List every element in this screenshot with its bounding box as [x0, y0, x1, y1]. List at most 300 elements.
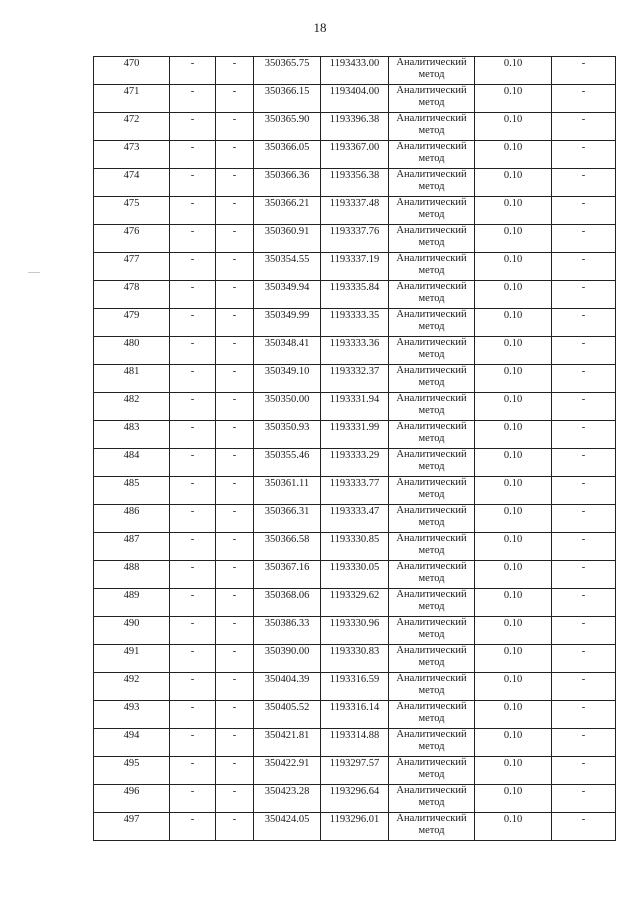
accuracy-cell: 0.10	[475, 505, 552, 533]
method-cell	[389, 701, 475, 729]
accuracy-cell: 0.10	[475, 113, 552, 141]
point-number-cell: 470	[94, 57, 170, 85]
accuracy-cell: 0.10	[475, 253, 552, 281]
y-coordinate-cell: 1193331.94	[321, 393, 389, 421]
x-coordinate-cell: 350424.05	[254, 813, 321, 841]
description-cell: -	[552, 309, 616, 337]
description-cell: -	[552, 533, 616, 561]
y-coordinate-cell: 1193335.84	[321, 281, 389, 309]
y-coordinate-cell: 1193333.36	[321, 337, 389, 365]
empty-x-cell: -	[170, 617, 216, 645]
table-row	[94, 197, 616, 225]
empty-x-cell: -	[170, 253, 216, 281]
accuracy-cell: 0.10	[475, 393, 552, 421]
empty-y-cell: -	[216, 309, 254, 337]
accuracy-cell: 0.10	[475, 701, 552, 729]
x-coordinate-cell: 350350.93	[254, 421, 321, 449]
x-coordinate-cell: 350366.21	[254, 197, 321, 225]
point-number-cell: 473	[94, 141, 170, 169]
point-number-cell: 494	[94, 729, 170, 757]
method-cell	[389, 169, 475, 197]
table-row	[94, 561, 616, 589]
x-coordinate-cell: 350367.16	[254, 561, 321, 589]
method-line-2: метод	[418, 376, 445, 388]
method-cell	[389, 813, 475, 841]
method-line-1: Аналитический	[396, 645, 467, 656]
x-coordinate-cell: 350354.55	[254, 253, 321, 281]
x-coordinate-cell: 350366.36	[254, 169, 321, 197]
y-coordinate-cell: 1193337.19	[321, 253, 389, 281]
method-line-2: метод	[418, 292, 445, 304]
table-row	[94, 813, 616, 841]
accuracy-cell: 0.10	[475, 421, 552, 449]
table-row	[94, 141, 616, 169]
x-coordinate-cell: 350365.75	[254, 57, 321, 85]
description-cell: -	[552, 813, 616, 841]
description-cell: -	[552, 253, 616, 281]
method-line-1: Аналитический	[396, 365, 467, 376]
description-cell: -	[552, 281, 616, 309]
x-coordinate-cell: 350368.06	[254, 589, 321, 617]
empty-x-cell: -	[170, 589, 216, 617]
method-line-2: метод	[418, 404, 445, 416]
y-coordinate-cell: 1193367.00	[321, 141, 389, 169]
empty-x-cell: -	[170, 57, 216, 85]
point-number-cell: 476	[94, 225, 170, 253]
y-coordinate-cell: 1193316.59	[321, 673, 389, 701]
x-coordinate-cell: 350365.90	[254, 113, 321, 141]
empty-y-cell: -	[216, 561, 254, 589]
empty-y-cell: -	[216, 141, 254, 169]
method-line-1: Аналитический	[396, 85, 467, 96]
y-coordinate-cell: 1193356.38	[321, 169, 389, 197]
y-coordinate-cell: 1193329.62	[321, 589, 389, 617]
y-coordinate-cell: 1193333.77	[321, 477, 389, 505]
table-row	[94, 113, 616, 141]
accuracy-cell: 0.10	[475, 197, 552, 225]
method-line-2: метод	[418, 124, 445, 136]
empty-y-cell: -	[216, 673, 254, 701]
table-row	[94, 57, 616, 85]
point-number-cell: 492	[94, 673, 170, 701]
point-number-cell: 474	[94, 169, 170, 197]
empty-x-cell: -	[170, 421, 216, 449]
x-coordinate-cell: 350348.41	[254, 337, 321, 365]
empty-y-cell: -	[216, 393, 254, 421]
table-row	[94, 477, 616, 505]
empty-y-cell: -	[216, 729, 254, 757]
accuracy-cell: 0.10	[475, 645, 552, 673]
accuracy-cell: 0.10	[475, 533, 552, 561]
table-row	[94, 729, 616, 757]
description-cell: -	[552, 617, 616, 645]
method-line-2: метод	[418, 432, 445, 444]
description-cell: -	[552, 337, 616, 365]
empty-y-cell: -	[216, 645, 254, 673]
table-body	[94, 57, 616, 841]
x-coordinate-cell: 350349.94	[254, 281, 321, 309]
y-coordinate-cell: 1193337.76	[321, 225, 389, 253]
method-line-2: метод	[418, 96, 445, 108]
method-line-1: Аналитический	[396, 57, 467, 68]
table-row	[94, 589, 616, 617]
point-number-cell: 472	[94, 113, 170, 141]
description-cell: -	[552, 589, 616, 617]
description-cell: -	[552, 729, 616, 757]
point-number-cell: 485	[94, 477, 170, 505]
y-coordinate-cell: 1193433.00	[321, 57, 389, 85]
description-cell: -	[552, 113, 616, 141]
method-cell	[389, 421, 475, 449]
empty-y-cell: -	[216, 85, 254, 113]
method-line-2: метод	[418, 488, 445, 500]
accuracy-cell: 0.10	[475, 57, 552, 85]
method-cell	[389, 561, 475, 589]
accuracy-cell: 0.10	[475, 365, 552, 393]
accuracy-cell: 0.10	[475, 281, 552, 309]
empty-x-cell: -	[170, 85, 216, 113]
x-coordinate-cell: 350366.15	[254, 85, 321, 113]
method-line-1: Аналитический	[396, 197, 467, 208]
method-line-2: метод	[418, 516, 445, 528]
table-row	[94, 421, 616, 449]
y-coordinate-cell: 1193404.00	[321, 85, 389, 113]
method-line-1: Аналитический	[396, 673, 467, 684]
accuracy-cell: 0.10	[475, 449, 552, 477]
empty-x-cell: -	[170, 757, 216, 785]
scan-artifact	[28, 272, 40, 273]
method-line-2: метод	[418, 684, 445, 696]
method-line-1: Аналитический	[396, 813, 467, 824]
description-cell: -	[552, 561, 616, 589]
method-line-1: Аналитический	[396, 309, 467, 320]
x-coordinate-cell: 350423.28	[254, 785, 321, 813]
method-cell	[389, 673, 475, 701]
table-row	[94, 785, 616, 813]
description-cell: -	[552, 141, 616, 169]
empty-x-cell: -	[170, 477, 216, 505]
accuracy-cell: 0.10	[475, 673, 552, 701]
method-cell	[389, 281, 475, 309]
accuracy-cell: 0.10	[475, 813, 552, 841]
table-row	[94, 253, 616, 281]
coordinates-table	[93, 56, 616, 841]
method-line-1: Аналитический	[396, 729, 467, 740]
y-coordinate-cell: 1193296.64	[321, 785, 389, 813]
y-coordinate-cell: 1193331.99	[321, 421, 389, 449]
x-coordinate-cell: 350390.00	[254, 645, 321, 673]
y-coordinate-cell: 1193333.29	[321, 449, 389, 477]
y-coordinate-cell: 1193296.01	[321, 813, 389, 841]
empty-x-cell: -	[170, 393, 216, 421]
description-cell: -	[552, 757, 616, 785]
point-number-cell: 478	[94, 281, 170, 309]
empty-y-cell: -	[216, 589, 254, 617]
x-coordinate-cell: 350355.46	[254, 449, 321, 477]
method-cell	[389, 645, 475, 673]
x-coordinate-cell: 350361.11	[254, 477, 321, 505]
accuracy-cell: 0.10	[475, 729, 552, 757]
method-cell	[389, 57, 475, 85]
empty-x-cell: -	[170, 729, 216, 757]
method-cell	[389, 113, 475, 141]
empty-x-cell: -	[170, 785, 216, 813]
method-line-1: Аналитический	[396, 561, 467, 572]
method-line-2: метод	[418, 712, 445, 724]
point-number-cell: 497	[94, 813, 170, 841]
method-line-1: Аналитический	[396, 477, 467, 488]
empty-y-cell: -	[216, 281, 254, 309]
method-line-1: Аналитический	[396, 281, 467, 292]
method-cell	[389, 757, 475, 785]
method-line-2: метод	[418, 68, 445, 80]
empty-x-cell: -	[170, 281, 216, 309]
empty-y-cell: -	[216, 421, 254, 449]
y-coordinate-cell: 1193314.88	[321, 729, 389, 757]
empty-x-cell: -	[170, 309, 216, 337]
empty-y-cell: -	[216, 533, 254, 561]
method-line-2: метод	[418, 208, 445, 220]
method-line-2: метод	[418, 628, 445, 640]
table-row	[94, 505, 616, 533]
x-coordinate-cell: 350366.05	[254, 141, 321, 169]
method-line-2: метод	[418, 656, 445, 668]
empty-y-cell: -	[216, 337, 254, 365]
method-line-1: Аналитический	[396, 785, 467, 796]
point-number-cell: 482	[94, 393, 170, 421]
method-line-1: Аналитический	[396, 113, 467, 124]
y-coordinate-cell: 1193333.35	[321, 309, 389, 337]
empty-x-cell: -	[170, 337, 216, 365]
method-cell	[389, 197, 475, 225]
x-coordinate-cell: 350404.39	[254, 673, 321, 701]
table-row	[94, 225, 616, 253]
empty-y-cell: -	[216, 113, 254, 141]
method-cell	[389, 141, 475, 169]
method-line-1: Аналитический	[396, 393, 467, 404]
point-number-cell: 484	[94, 449, 170, 477]
y-coordinate-cell: 1193337.48	[321, 197, 389, 225]
accuracy-cell: 0.10	[475, 757, 552, 785]
method-line-1: Аналитический	[396, 757, 467, 768]
method-line-2: метод	[418, 152, 445, 164]
accuracy-cell: 0.10	[475, 561, 552, 589]
empty-y-cell: -	[216, 785, 254, 813]
empty-y-cell: -	[216, 169, 254, 197]
description-cell: -	[552, 505, 616, 533]
method-line-1: Аналитический	[396, 421, 467, 432]
empty-x-cell: -	[170, 813, 216, 841]
empty-y-cell: -	[216, 253, 254, 281]
method-line-1: Аналитический	[396, 701, 467, 712]
table-row	[94, 449, 616, 477]
empty-x-cell: -	[170, 673, 216, 701]
point-number-cell: 491	[94, 645, 170, 673]
description-cell: -	[552, 449, 616, 477]
accuracy-cell: 0.10	[475, 141, 552, 169]
empty-y-cell: -	[216, 477, 254, 505]
table-row	[94, 393, 616, 421]
method-line-2: метод	[418, 236, 445, 248]
empty-y-cell: -	[216, 449, 254, 477]
x-coordinate-cell: 350366.31	[254, 505, 321, 533]
description-cell: -	[552, 673, 616, 701]
empty-y-cell: -	[216, 617, 254, 645]
description-cell: -	[552, 785, 616, 813]
empty-y-cell: -	[216, 757, 254, 785]
accuracy-cell: 0.10	[475, 617, 552, 645]
y-coordinate-cell: 1193330.85	[321, 533, 389, 561]
point-number-cell: 481	[94, 365, 170, 393]
accuracy-cell: 0.10	[475, 337, 552, 365]
table-row	[94, 309, 616, 337]
table-row	[94, 169, 616, 197]
y-coordinate-cell: 1193333.47	[321, 505, 389, 533]
point-number-cell: 496	[94, 785, 170, 813]
empty-x-cell: -	[170, 533, 216, 561]
table-row	[94, 617, 616, 645]
x-coordinate-cell: 350349.99	[254, 309, 321, 337]
method-cell	[389, 505, 475, 533]
empty-x-cell: -	[170, 197, 216, 225]
method-line-1: Аналитический	[396, 505, 467, 516]
point-number-cell: 493	[94, 701, 170, 729]
point-number-cell: 479	[94, 309, 170, 337]
y-coordinate-cell: 1193332.37	[321, 365, 389, 393]
point-number-cell: 477	[94, 253, 170, 281]
y-coordinate-cell: 1193330.96	[321, 617, 389, 645]
description-cell: -	[552, 365, 616, 393]
description-cell: -	[552, 477, 616, 505]
empty-y-cell: -	[216, 365, 254, 393]
empty-x-cell: -	[170, 645, 216, 673]
method-cell	[389, 393, 475, 421]
method-line-2: метод	[418, 348, 445, 360]
accuracy-cell: 0.10	[475, 169, 552, 197]
method-cell	[389, 365, 475, 393]
method-cell	[389, 337, 475, 365]
method-line-2: метод	[418, 460, 445, 472]
table-row	[94, 645, 616, 673]
table-row	[94, 533, 616, 561]
method-line-2: метод	[418, 320, 445, 332]
method-line-2: метод	[418, 264, 445, 276]
description-cell: -	[552, 421, 616, 449]
y-coordinate-cell: 1193316.14	[321, 701, 389, 729]
empty-x-cell: -	[170, 701, 216, 729]
empty-x-cell: -	[170, 505, 216, 533]
description-cell: -	[552, 225, 616, 253]
empty-x-cell: -	[170, 561, 216, 589]
point-number-cell: 487	[94, 533, 170, 561]
x-coordinate-cell: 350421.81	[254, 729, 321, 757]
method-cell	[389, 253, 475, 281]
table-row	[94, 337, 616, 365]
method-line-2: метод	[418, 600, 445, 612]
point-number-cell: 488	[94, 561, 170, 589]
empty-x-cell: -	[170, 113, 216, 141]
method-cell	[389, 309, 475, 337]
description-cell: -	[552, 57, 616, 85]
description-cell: -	[552, 169, 616, 197]
method-cell	[389, 617, 475, 645]
empty-y-cell: -	[216, 57, 254, 85]
empty-y-cell: -	[216, 225, 254, 253]
accuracy-cell: 0.10	[475, 589, 552, 617]
table-row	[94, 673, 616, 701]
x-coordinate-cell: 350366.58	[254, 533, 321, 561]
method-cell	[389, 85, 475, 113]
point-number-cell: 471	[94, 85, 170, 113]
method-line-2: метод	[418, 572, 445, 584]
method-line-1: Аналитический	[396, 253, 467, 264]
method-cell	[389, 589, 475, 617]
empty-x-cell: -	[170, 141, 216, 169]
method-line-2: метод	[418, 796, 445, 808]
accuracy-cell: 0.10	[475, 225, 552, 253]
y-coordinate-cell: 1193297.57	[321, 757, 389, 785]
method-line-1: Аналитический	[396, 533, 467, 544]
empty-y-cell: -	[216, 505, 254, 533]
point-number-cell: 480	[94, 337, 170, 365]
accuracy-cell: 0.10	[475, 85, 552, 113]
method-line-1: Аналитический	[396, 225, 467, 236]
point-number-cell: 475	[94, 197, 170, 225]
x-coordinate-cell: 350405.52	[254, 701, 321, 729]
method-cell	[389, 477, 475, 505]
method-line-2: метод	[418, 544, 445, 556]
empty-y-cell: -	[216, 813, 254, 841]
empty-x-cell: -	[170, 365, 216, 393]
method-line-1: Аналитический	[396, 169, 467, 180]
table-row	[94, 701, 616, 729]
empty-x-cell: -	[170, 449, 216, 477]
method-line-2: метод	[418, 740, 445, 752]
method-line-1: Аналитический	[396, 449, 467, 460]
method-cell	[389, 449, 475, 477]
description-cell: -	[552, 645, 616, 673]
table-row	[94, 757, 616, 785]
table-row	[94, 85, 616, 113]
x-coordinate-cell: 350422.91	[254, 757, 321, 785]
table-row	[94, 281, 616, 309]
description-cell: -	[552, 197, 616, 225]
method-line-1: Аналитический	[396, 337, 467, 348]
point-number-cell: 486	[94, 505, 170, 533]
method-cell	[389, 785, 475, 813]
point-number-cell: 483	[94, 421, 170, 449]
point-number-cell: 490	[94, 617, 170, 645]
y-coordinate-cell: 1193330.83	[321, 645, 389, 673]
x-coordinate-cell: 350349.10	[254, 365, 321, 393]
method-cell	[389, 729, 475, 757]
description-cell: -	[552, 701, 616, 729]
accuracy-cell: 0.10	[475, 785, 552, 813]
table-row	[94, 365, 616, 393]
point-number-cell: 489	[94, 589, 170, 617]
description-cell: -	[552, 85, 616, 113]
method-line-2: метод	[418, 824, 445, 836]
method-line-1: Аналитический	[396, 589, 467, 600]
method-line-1: Аналитический	[396, 617, 467, 628]
page-number: 18	[313, 20, 327, 35]
y-coordinate-cell: 1193330.05	[321, 561, 389, 589]
empty-x-cell: -	[170, 169, 216, 197]
method-line-2: метод	[418, 768, 445, 780]
accuracy-cell: 0.10	[475, 477, 552, 505]
method-cell	[389, 533, 475, 561]
empty-y-cell: -	[216, 197, 254, 225]
